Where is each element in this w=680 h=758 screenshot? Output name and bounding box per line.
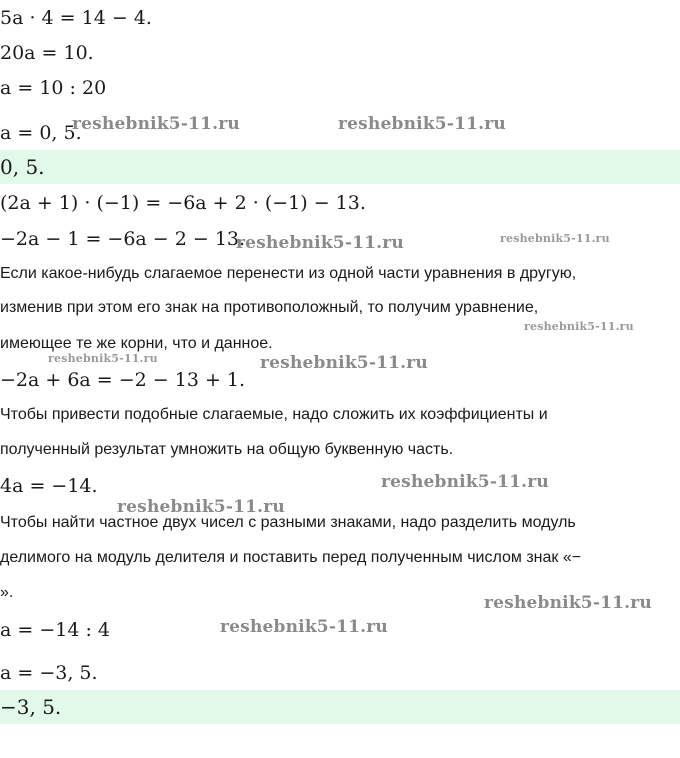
watermark-4: reshebnik5-11.ru bbox=[500, 232, 610, 245]
answer-1: 0, 5. bbox=[0, 155, 45, 179]
watermark-2: reshebnik5-11.ru bbox=[338, 114, 506, 134]
equation-line-2: 20a = 10. bbox=[0, 42, 94, 64]
rule-text-3c: ». bbox=[0, 584, 14, 601]
equation-line-4: a = 0, 5. bbox=[0, 122, 82, 144]
answer-band-2 bbox=[0, 690, 680, 724]
watermark-10: reshebnik5-11.ru bbox=[484, 593, 652, 613]
answer-band-1 bbox=[0, 150, 680, 184]
watermark-7: reshebnik5-11.ru bbox=[260, 353, 428, 373]
equation-line-9: a = −14 : 4 bbox=[0, 619, 110, 641]
watermark-5: reshebnik5-11.ru bbox=[524, 320, 634, 333]
equation-line-5: (2a + 1) · (−1) = −6a + 2 · (−1) − 13. bbox=[0, 192, 366, 214]
equation-line-7: −2a + 6a = −2 − 13 + 1. bbox=[0, 369, 246, 391]
watermark-6: reshebnik5-11.ru bbox=[48, 352, 158, 365]
equation-line-3: a = 10 : 20 bbox=[0, 77, 107, 99]
watermark-8: reshebnik5-11.ru bbox=[381, 472, 549, 492]
watermark-3: reshebnik5-11.ru bbox=[236, 233, 404, 253]
answer-2: −3, 5. bbox=[0, 695, 62, 719]
rule-text-1c: имеющее те же корни, что и данное. bbox=[0, 335, 273, 352]
equation-line-6: −2a − 1 = −6a − 2 − 13. bbox=[0, 228, 246, 250]
watermark-9: reshebnik5-11.ru bbox=[117, 497, 285, 517]
rule-text-1a: Если какое-нибудь слагаемое перенести из одной части уравнения в другую, bbox=[0, 265, 577, 282]
equation-line-1: 5a · 4 = 14 − 4. bbox=[0, 7, 152, 29]
watermark-1: reshebnik5-11.ru bbox=[72, 114, 240, 134]
watermark-11: reshebnik5-11.ru bbox=[220, 617, 388, 637]
rule-text-3a: Чтобы найти частное двух чисел с разными знаками, надо разделить модуль bbox=[0, 514, 576, 531]
rule-text-2b: полученный результат умножить на общую буквенную часть. bbox=[0, 441, 454, 458]
rule-text-2a: Чтобы привести подобные слагаемые, надо сложить их коэффициенты и bbox=[0, 406, 548, 423]
rule-text-3b: делимого на модуль делителя и поставить перед полученным числом знак «− bbox=[0, 549, 582, 566]
rule-text-1b: изменив при этом его знак на противоположный, то получим уравнение, bbox=[0, 299, 539, 316]
equation-line-8: 4a = −14. bbox=[0, 475, 98, 497]
equation-line-10: a = −3, 5. bbox=[0, 662, 98, 684]
